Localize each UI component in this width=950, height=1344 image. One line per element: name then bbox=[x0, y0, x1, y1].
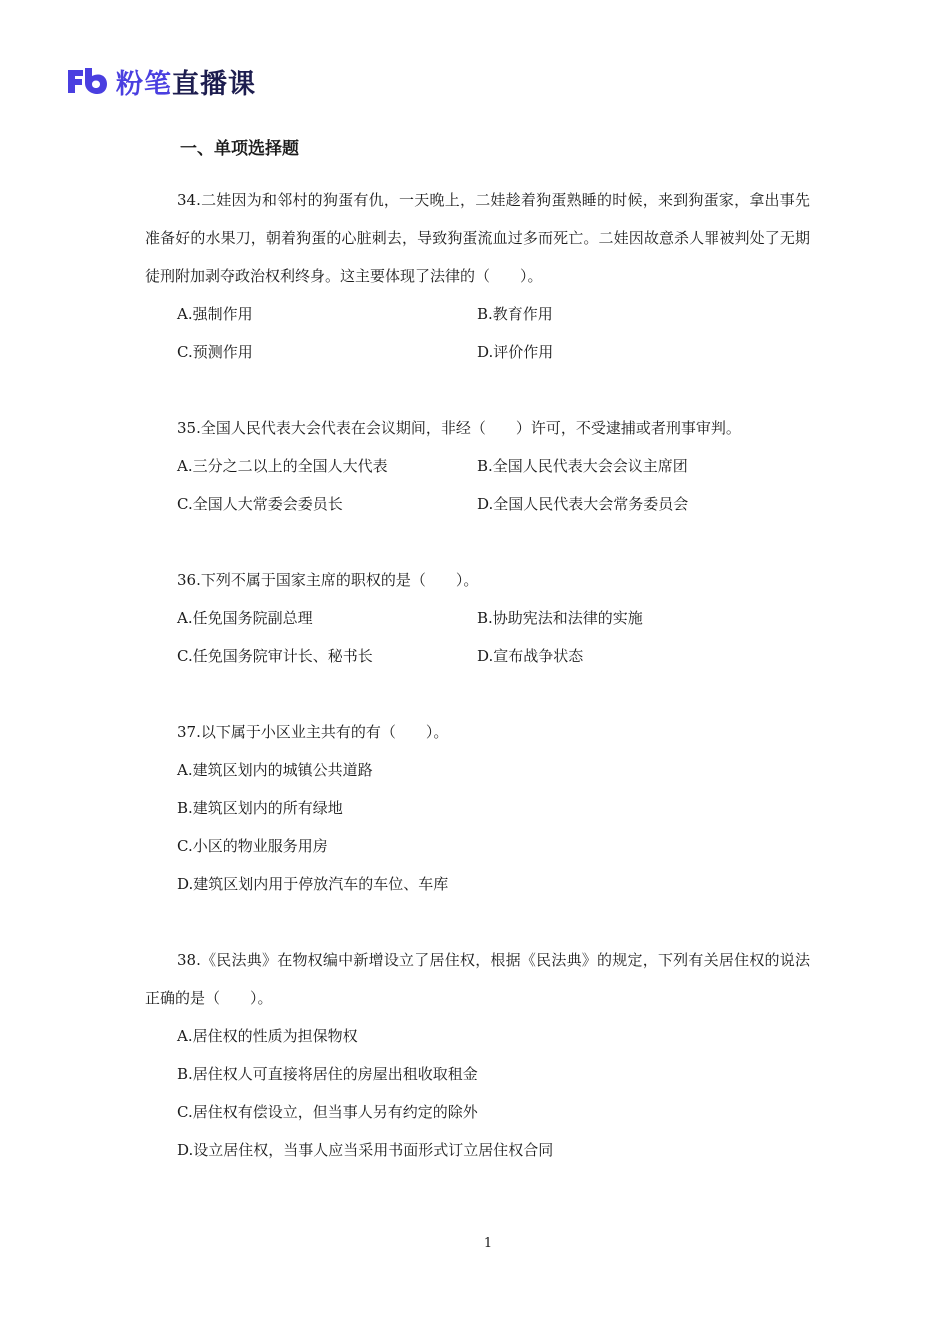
option-d: D.宣布战争状态 bbox=[477, 647, 584, 665]
option-c: C.预测作用 bbox=[177, 343, 253, 361]
question-stem: 36.下列不属于国家主席的职权的是（ ）。 bbox=[177, 571, 479, 589]
question-34 bbox=[145, 181, 810, 371]
option-d: D.全国人民代表大会常务委员会 bbox=[477, 495, 689, 513]
option-c: C.居住权有偿设立，但当事人另有约定的除外 bbox=[177, 1103, 478, 1121]
options-grid bbox=[145, 295, 810, 371]
options-grid bbox=[145, 599, 810, 675]
question-list bbox=[145, 181, 810, 1169]
option-d: D.评价作用 bbox=[477, 343, 554, 361]
question-stem: 38.《民法典》在物权编中新增设立了居住权，根据《民法典》的规定，下列有关居住权的说法正确的是（ ）。 bbox=[145, 951, 810, 1007]
option-b: B.全国人民代表大会会议主席团 bbox=[477, 457, 688, 475]
option-c: C.任免国务院审计长、秘书长 bbox=[177, 647, 373, 665]
option-c: C.全国人大常委会委员长 bbox=[177, 495, 343, 513]
page-number: 1 bbox=[483, 1236, 493, 1251]
question-37 bbox=[145, 713, 810, 903]
option-b: B.协助宪法和法律的实施 bbox=[477, 609, 643, 627]
option-a: A.三分之二以上的全国人大代表 bbox=[177, 457, 388, 475]
option-d: D.设立居住权，当事人应当采用书面形式订立居住权合同 bbox=[177, 1141, 554, 1159]
section-title: 一、单项选择题 bbox=[180, 139, 299, 159]
brand-logo bbox=[66, 64, 256, 98]
question-stem: 35.全国人民代表大会代表在会议期间，非经（ ）许可，不受逮捕或者刑事审判。 bbox=[177, 419, 741, 437]
question-38 bbox=[145, 941, 810, 1169]
question-35 bbox=[145, 409, 810, 523]
option-b: B.教育作用 bbox=[477, 305, 553, 323]
logo-text bbox=[116, 62, 256, 101]
question-stem: 37.以下属于小区业主共有的有（ ）。 bbox=[177, 723, 449, 741]
options-list bbox=[145, 1017, 810, 1169]
option-b: B.居住权人可直接将居住的房屋出租收取租金 bbox=[177, 1065, 478, 1083]
question-stem: 34.二娃因为和邻村的狗蛋有仇，一天晚上，二娃趁着狗蛋熟睡的时候，来到狗蛋家，拿出事先准备好的水果刀，朝着狗蛋的心脏刺去，导致狗蛋流血过多而死亡。二娃因故意杀人罪被判处了无期徒刑附加剥夺政治权利终身。这主要体现了法律的（ ）。 bbox=[145, 191, 810, 285]
option-a: A.强制作用 bbox=[177, 305, 253, 323]
option-a: A.任免国务院副总理 bbox=[177, 609, 313, 627]
option-b: B.建筑区划内的所有绿地 bbox=[177, 799, 343, 817]
option-a: A.建筑区划内的城镇公共道路 bbox=[177, 761, 373, 779]
option-a: A.居住权的性质为担保物权 bbox=[177, 1027, 358, 1045]
options-list bbox=[145, 751, 810, 903]
options-grid bbox=[145, 447, 810, 523]
question-36 bbox=[145, 561, 810, 675]
logo-text-brand: 粉笔 bbox=[116, 68, 172, 100]
fb-logo-icon bbox=[66, 66, 108, 96]
option-c: C.小区的物业服务用房 bbox=[177, 837, 328, 855]
option-d: D.建筑区划内用于停放汽车的车位、车库 bbox=[177, 875, 449, 893]
logo-text-product: 直播课 bbox=[172, 68, 256, 100]
